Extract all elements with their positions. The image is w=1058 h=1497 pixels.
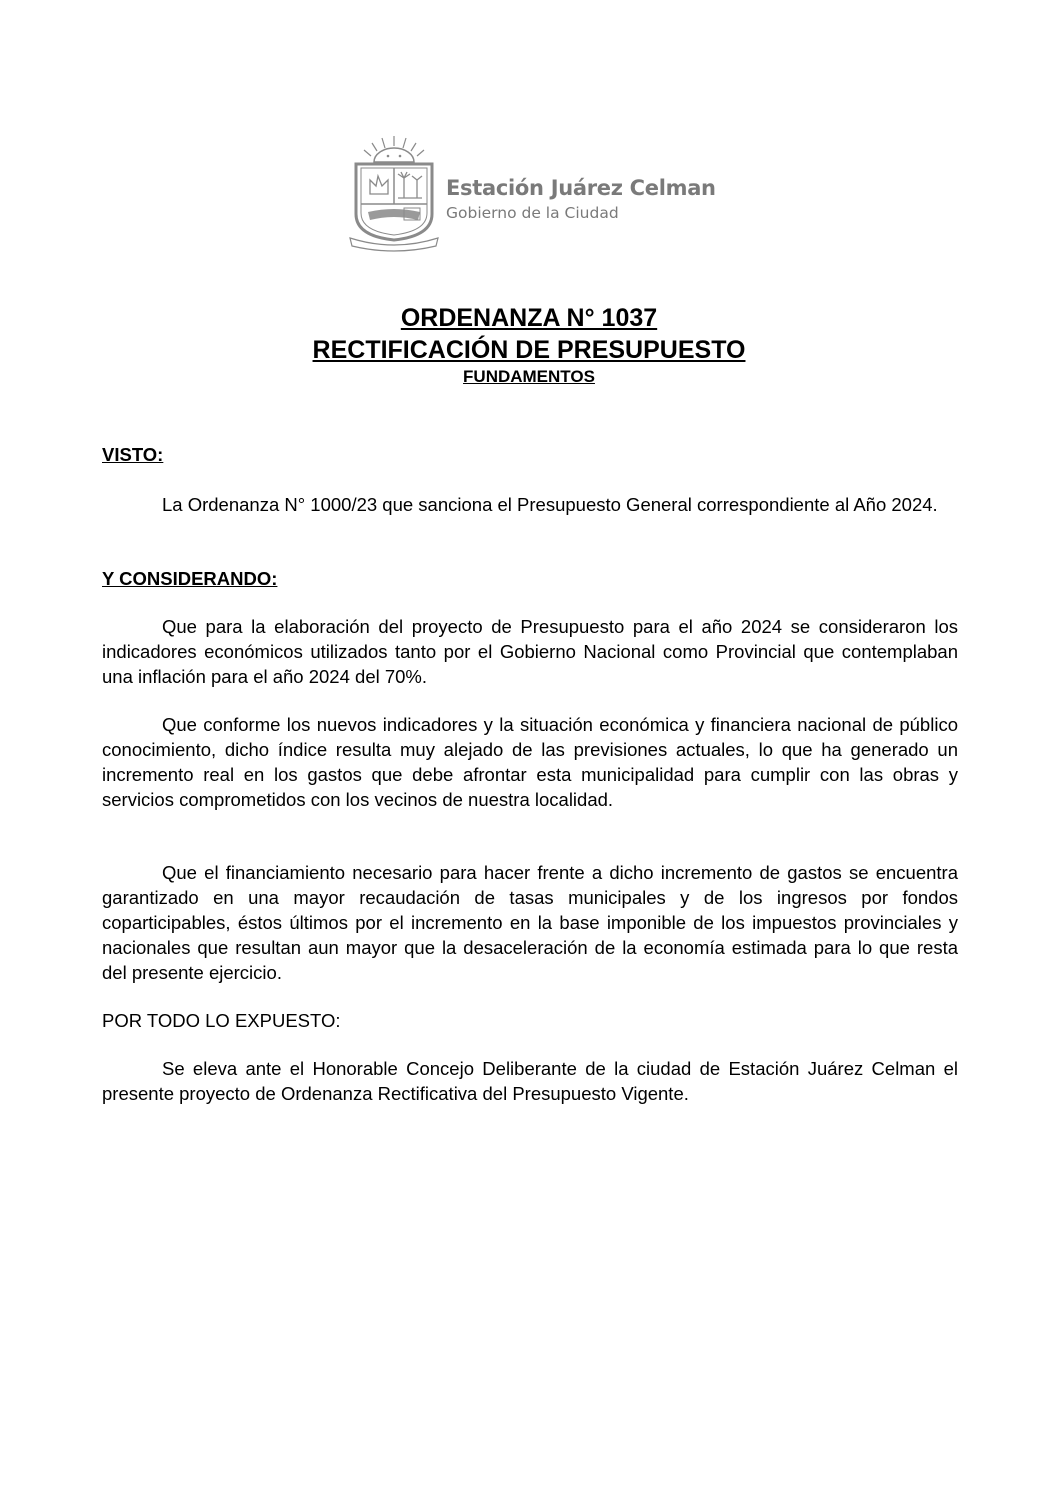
municipal-logo	[348, 132, 728, 254]
considerando-paragraph-3: Que el financiamiento necesario para hacer frente a dicho incremento de gastos se encuentra garantizado en una mayor recaudación de tasas municipales y de los ingresos por fondos coparticipables, éstos últimos por el incremento en la base imponible de los impuestos provinciales y nacionales que resultan aun mayor que la desaceleración de la economía estimada para lo que resta del presente ejercicio.	[102, 862, 958, 983]
visto-heading: VISTO:	[102, 444, 164, 465]
ordinance-number: ORDENANZA N° 1037	[400, 304, 658, 332]
expuesto-paragraph: Se eleva ante el Honorable Concejo Deliberante de la ciudad de Estación Juárez Celman el presente proyecto de Ordenanza Rectificativa del Presupuesto Vigente.	[102, 1058, 958, 1104]
considerando-heading: Y CONSIDERANDO:	[102, 568, 278, 589]
document-title	[0, 302, 1058, 388]
fundamentos-heading: FUNDAMENTOS	[463, 367, 595, 386]
ordinance-subject: RECTIFICACIÓN DE PRESUPUESTO	[312, 336, 746, 364]
considerando-paragraph-1: Que para la elaboración del proyecto de Presupuesto para el año 2024 se consideraron los indicadores económicos utilizados tanto por el Gobierno Nacional como Provincial que contemplaban una inflación para el año 2024 del 70%.	[102, 616, 958, 687]
considerando-paragraph-2: Que conforme los nuevos indicadores y la situación económica y financiera nacional de público conocimiento, dicho índice resulta muy alejado de las previsiones actuales, lo que ha generado un incremento real en los gastos que debe afrontar esta municipalidad para cumplir con las obras y servicios comprometidos con los vecinos de nuestra localidad.	[102, 714, 958, 810]
coat-of-arms-icon	[348, 132, 440, 254]
logo-subtitle: Gobierno de la Ciudad	[446, 204, 619, 222]
logo-city-name: Estación Juárez Celman	[446, 176, 716, 200]
expuesto-heading: POR TODO LO EXPUESTO:	[102, 1010, 341, 1031]
visto-paragraph: La Ordenanza N° 1000/23 que sanciona el Presupuesto General correspondiente al Año 2024.	[162, 494, 938, 515]
